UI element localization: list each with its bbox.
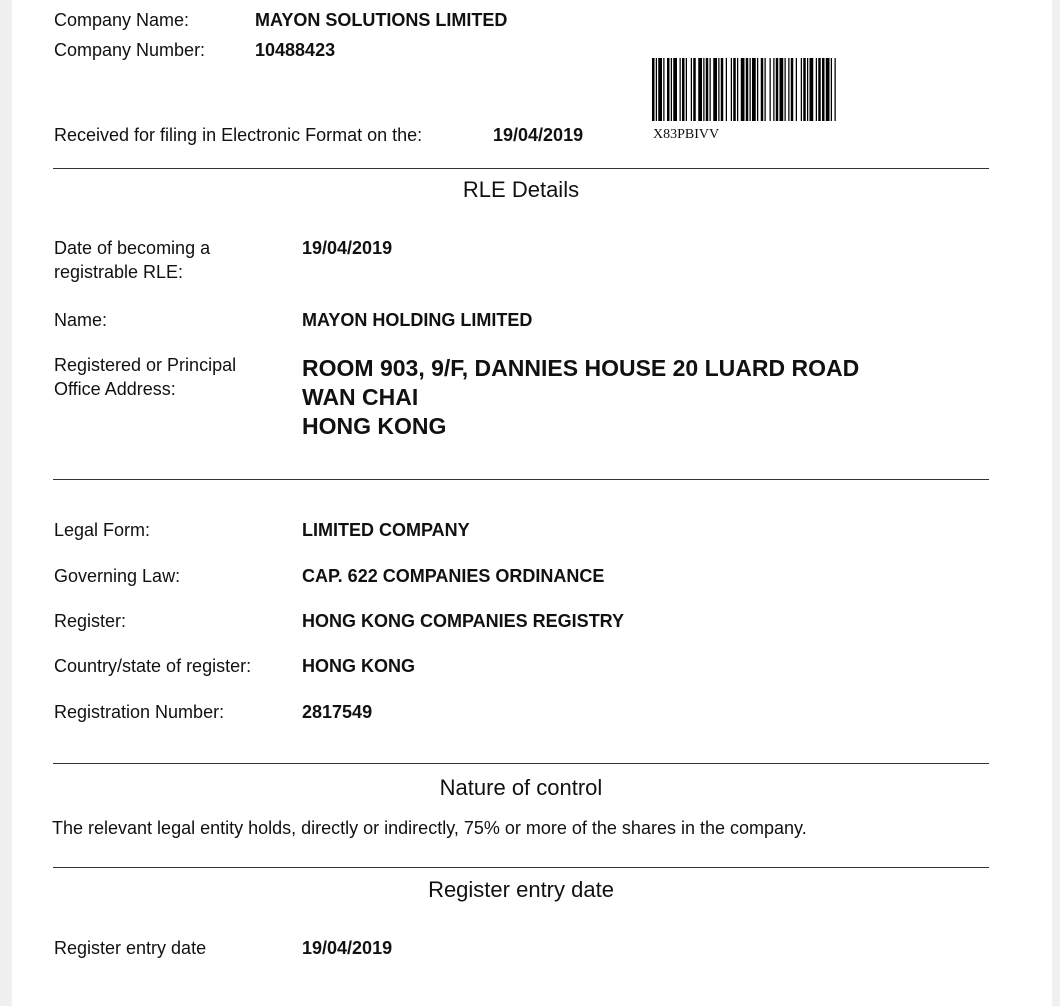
nature-of-control-heading: Nature of control (439, 775, 603, 800)
barcode-bar (807, 58, 808, 121)
barcode-bar (752, 58, 756, 121)
governing-law-label: Governing Law: (54, 566, 181, 586)
date-becoming-value: 19/04/2019 (302, 238, 393, 258)
barcode-bar (737, 58, 738, 121)
barcode-bar (703, 58, 704, 121)
address-line3: HONG KONG (302, 413, 447, 439)
barcode-bar (810, 58, 814, 121)
barcode-bar (663, 58, 664, 121)
address-line2: WAN CHAI (302, 384, 419, 410)
barcode-bar (750, 58, 751, 121)
registration-number-label: Registration Number: (54, 702, 225, 722)
barcode-bar (673, 58, 677, 121)
rle-name-value: MAYON HOLDING LIMITED (302, 310, 533, 330)
barcode-bar (671, 58, 672, 121)
barcode-bar (733, 58, 736, 121)
barcode-bar (721, 58, 724, 121)
governing-law-value: CAP. 622 COMPANIES ORDINANCE (302, 566, 605, 586)
register-entry-heading: Register entry date (428, 877, 614, 902)
barcode-bar (658, 58, 662, 121)
address-line1: ROOM 903, 9/F, DANNIES HOUSE 20 LUARD ROAD (302, 355, 860, 381)
barcode-bar (652, 58, 655, 121)
received-date: 19/04/2019 (493, 125, 584, 145)
barcode-bar (796, 58, 797, 121)
register-entry-label: Register entry date (54, 938, 207, 958)
received-label: Received for filing in Electronic Format on the: (54, 125, 423, 145)
divider (53, 168, 989, 169)
company-number-label: Company Number: (54, 40, 206, 60)
barcode-bar (818, 58, 821, 121)
barcode-bar (691, 58, 692, 121)
legal-form-value: LIMITED COMPANY (302, 520, 470, 540)
barcode-bar (731, 58, 732, 121)
address-label-line1: Registered or Principal (54, 355, 237, 375)
register-label: Register: (54, 611, 127, 631)
barcode-bar (710, 58, 711, 121)
rle-details-heading: RLE Details (462, 177, 580, 202)
nature-of-control-text: The relevant legal entity holds, directly or indirectly, 75% or more of the shares in the company. (52, 818, 807, 838)
barcode-bar (726, 58, 727, 121)
address-label-line2: Office Address: (54, 379, 176, 399)
divider (53, 763, 989, 764)
company-name-label: Company Name: (54, 10, 190, 30)
barcode-bar (741, 58, 745, 121)
barcode-bar (791, 58, 794, 121)
document-page (12, 0, 1052, 1006)
date-becoming-label-line1: Date of becoming a (54, 238, 211, 258)
barcode-id: X83PBIVV (653, 127, 720, 142)
barcode-bar (746, 58, 749, 121)
divider (53, 479, 989, 480)
barcode-bar (803, 58, 806, 121)
barcode-bar (776, 58, 779, 121)
barcode-bar (706, 58, 709, 121)
barcode-bar (757, 58, 758, 121)
country-register-label: Country/state of register: (54, 656, 252, 676)
barcode-bar (822, 58, 825, 121)
register-value: HONG KONG COMPANIES REGISTRY (302, 611, 625, 631)
barcode-bar (656, 58, 657, 121)
register-entry-value: 19/04/2019 (302, 938, 393, 958)
barcode-bar (718, 58, 719, 121)
barcode-bar (698, 58, 702, 121)
date-becoming-label-line2: registrable RLE: (54, 262, 184, 282)
barcode-bar (816, 58, 817, 121)
barcode-bar (780, 58, 784, 121)
company-number-value: 10488423 (255, 40, 336, 60)
barcode-bar (693, 58, 696, 121)
barcode-bar (788, 58, 789, 121)
barcode-bar (761, 58, 764, 121)
barcode-bar (801, 58, 802, 121)
registration-number-value: 2817549 (302, 702, 373, 722)
barcode-bar (667, 58, 670, 121)
barcode-bar (835, 58, 836, 121)
barcode (652, 58, 980, 121)
barcode-bar (773, 58, 774, 121)
barcode-bar (686, 58, 687, 121)
divider (53, 867, 989, 868)
country-register-value: HONG KONG (302, 656, 416, 676)
legal-form-label: Legal Form: (54, 520, 151, 540)
company-name-value: MAYON SOLUTIONS LIMITED (255, 10, 508, 30)
barcode-bar (826, 58, 830, 121)
barcode-bar (765, 58, 766, 121)
barcode-bar (831, 58, 832, 121)
barcode-bar (770, 58, 771, 121)
barcode-bar (682, 58, 685, 121)
barcode-bar (785, 58, 786, 121)
barcode-bar (680, 58, 681, 121)
rle-name-label: Name: (54, 310, 108, 330)
barcode-bar (713, 58, 717, 121)
